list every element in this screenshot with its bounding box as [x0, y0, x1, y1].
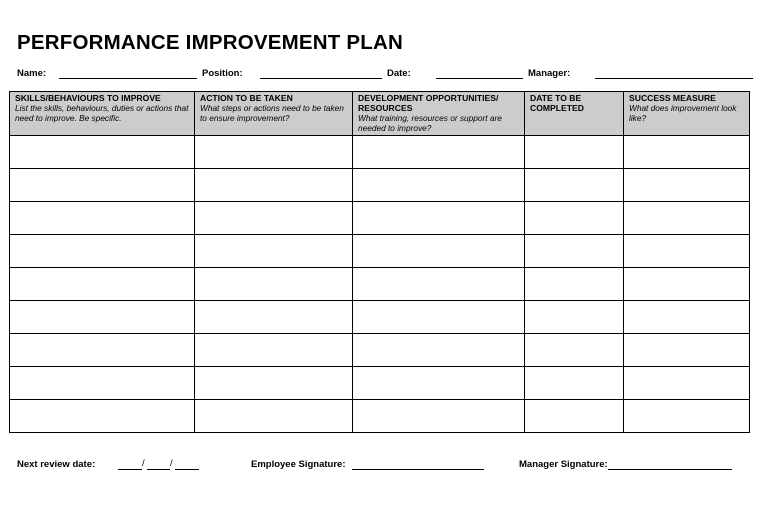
manager-signature-label: Manager Signature:	[519, 459, 608, 470]
improvement-plan-table	[9, 91, 750, 433]
table-cell[interactable]	[624, 235, 750, 268]
manager-label: Manager:	[528, 68, 571, 79]
table-cell[interactable]	[10, 202, 195, 235]
table-cell[interactable]	[195, 268, 353, 301]
table-cell[interactable]	[353, 268, 525, 301]
table-cell[interactable]	[10, 334, 195, 367]
column-title: SKILLS/BEHAVIOURS TO IMPROVE	[15, 93, 161, 103]
review-year-line[interactable]	[175, 469, 199, 470]
table-cell[interactable]	[10, 169, 195, 202]
manager-signature-line[interactable]	[608, 469, 732, 470]
table-row	[10, 235, 750, 268]
column-description: What does improvement look like?	[629, 103, 737, 123]
table-cell[interactable]	[195, 169, 353, 202]
table-cell[interactable]	[195, 235, 353, 268]
manager-field-line[interactable]	[595, 78, 753, 79]
table-cell[interactable]	[525, 169, 624, 202]
table-row	[10, 202, 750, 235]
table-cell[interactable]	[10, 301, 195, 334]
table-row	[10, 268, 750, 301]
table-cell[interactable]	[624, 400, 750, 433]
table-row	[10, 169, 750, 202]
column-description: What steps or actions need to be taken to ensure improvement?	[200, 103, 344, 123]
table-cell[interactable]	[624, 334, 750, 367]
table-cell[interactable]	[353, 400, 525, 433]
table-cell[interactable]	[624, 136, 750, 169]
table-cell[interactable]	[195, 202, 353, 235]
table-cell[interactable]	[624, 268, 750, 301]
review-day-line[interactable]	[118, 469, 142, 470]
column-title: DEVELOPMENT OPPORTUNITIES/ RESOURCES	[358, 93, 499, 113]
column-title: DATE TO BE COMPLETED	[530, 93, 584, 113]
table-cell[interactable]	[195, 400, 353, 433]
table-cell[interactable]	[525, 301, 624, 334]
table-row	[10, 334, 750, 367]
table-cell[interactable]	[525, 136, 624, 169]
table-cell[interactable]	[195, 136, 353, 169]
column-header-development	[353, 92, 525, 136]
table-cell[interactable]	[195, 301, 353, 334]
table-cell[interactable]	[10, 136, 195, 169]
table-cell[interactable]	[624, 169, 750, 202]
date-separator: /	[142, 458, 145, 469]
column-description: List the skills, behaviours, duties or actions that need to improve. Be specific.	[15, 103, 189, 123]
table-cell[interactable]	[525, 235, 624, 268]
position-label: Position:	[202, 68, 243, 79]
table-cell[interactable]	[353, 334, 525, 367]
table-cell[interactable]	[10, 400, 195, 433]
position-field-line[interactable]	[260, 78, 382, 79]
column-header-skills	[10, 92, 195, 136]
table-cell[interactable]	[525, 367, 624, 400]
table-cell[interactable]	[624, 367, 750, 400]
table-row	[10, 367, 750, 400]
table-body	[10, 136, 750, 433]
table-cell[interactable]	[10, 367, 195, 400]
document-title: PERFORMANCE IMPROVEMENT PLAN	[17, 31, 404, 54]
table-cell[interactable]	[353, 202, 525, 235]
table-cell[interactable]	[10, 268, 195, 301]
column-header-action	[195, 92, 353, 136]
date-label: Date:	[387, 68, 411, 79]
column-header-date	[525, 92, 624, 136]
next-review-label: Next review date:	[17, 459, 96, 470]
table-cell[interactable]	[624, 301, 750, 334]
column-title: ACTION TO BE TAKEN	[200, 93, 293, 103]
table-header-row	[10, 92, 750, 136]
table-cell[interactable]	[525, 334, 624, 367]
table-cell[interactable]	[624, 202, 750, 235]
name-label: Name:	[17, 68, 47, 79]
date-field-line[interactable]	[436, 78, 523, 79]
employee-signature-label: Employee Signature:	[251, 459, 346, 470]
employee-signature-line[interactable]	[352, 469, 484, 470]
table-cell[interactable]	[525, 268, 624, 301]
column-title: SUCCESS MEASURE	[629, 93, 716, 103]
table-row	[10, 136, 750, 169]
table-cell[interactable]	[353, 367, 525, 400]
review-month-line[interactable]	[147, 469, 170, 470]
name-field-line[interactable]	[59, 78, 197, 79]
table-row	[10, 400, 750, 433]
table-cell[interactable]	[525, 202, 624, 235]
table-row	[10, 301, 750, 334]
table-cell[interactable]	[353, 235, 525, 268]
table-cell[interactable]	[353, 169, 525, 202]
column-description: What training, resources or support are needed to improve?	[358, 113, 502, 133]
date-separator: /	[170, 458, 173, 469]
table-cell[interactable]	[353, 301, 525, 334]
table-cell[interactable]	[353, 136, 525, 169]
table-cell[interactable]	[195, 367, 353, 400]
column-header-success	[624, 92, 750, 136]
table-cell[interactable]	[10, 235, 195, 268]
table-cell[interactable]	[525, 400, 624, 433]
table-cell[interactable]	[195, 334, 353, 367]
